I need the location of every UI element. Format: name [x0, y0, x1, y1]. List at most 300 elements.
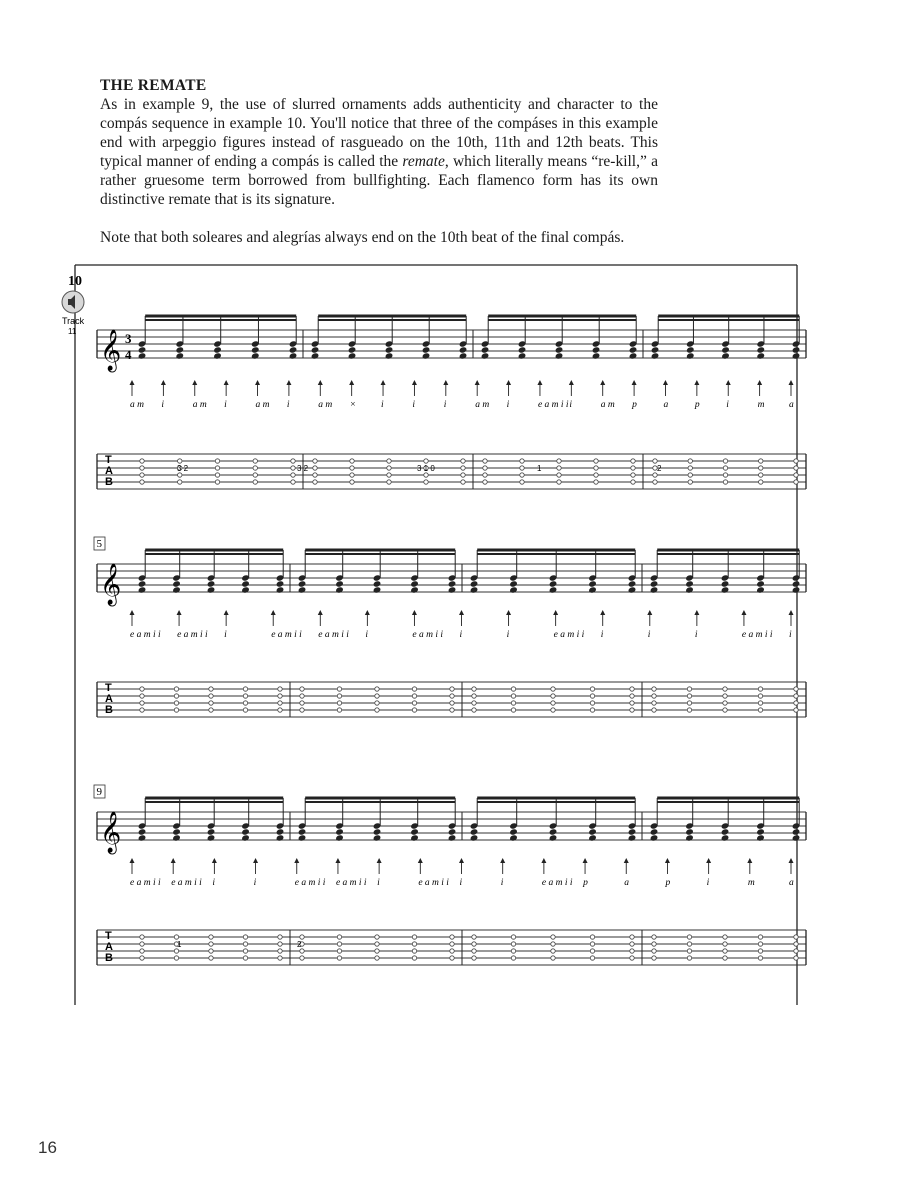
tab-fret-marker	[375, 694, 379, 698]
tab-fret-marker	[630, 949, 634, 953]
note-paragraph: Note that both soleares and alegrías always end on the 10th beat of the final compás.	[100, 229, 625, 246]
stroke-label: i	[161, 400, 165, 410]
stroke-arrowhead-icon	[537, 380, 542, 385]
tab-fret-marker	[313, 473, 317, 477]
notehead	[276, 586, 285, 593]
notehead	[335, 828, 344, 835]
stroke-label: i	[506, 400, 510, 410]
stroke-label: a m	[255, 400, 270, 410]
tab-fret-marker	[653, 480, 657, 484]
notehead	[298, 586, 307, 593]
notehead	[276, 834, 285, 841]
tab-fret-marker	[337, 701, 341, 705]
tab-letter: T	[105, 682, 112, 694]
example-number: 10	[68, 274, 82, 289]
track-number: 11	[68, 327, 77, 336]
tab-fret-marker	[652, 942, 656, 946]
stroke-label: a	[624, 878, 629, 888]
stroke-label: ×	[349, 400, 357, 410]
stroke-label: i	[600, 630, 604, 640]
tab-fret-marker	[723, 473, 727, 477]
tab-fret-marker	[687, 942, 691, 946]
notehead	[756, 580, 765, 587]
tab-fret-marker	[758, 949, 762, 953]
notehead	[509, 834, 518, 841]
notehead	[459, 346, 468, 353]
notehead	[792, 352, 801, 359]
tab-fret-marker	[794, 466, 798, 470]
tab-fret-marker	[140, 466, 144, 470]
tab-fret-marker	[557, 459, 561, 463]
notehead	[792, 834, 801, 841]
tab-fret-marker	[758, 942, 762, 946]
notehead	[470, 586, 479, 593]
tab-fret-marker	[630, 935, 634, 939]
notehead	[207, 828, 216, 835]
tab-fret-marker	[450, 949, 454, 953]
tab-fret-marker	[243, 708, 247, 712]
tab-fret-marker	[209, 949, 213, 953]
tab-fret-marker	[723, 694, 727, 698]
tab-fret-marker	[687, 956, 691, 960]
tab-fret-marker	[412, 708, 416, 712]
stroke-arrowhead-icon	[789, 858, 794, 863]
tab-fret-marker	[209, 708, 213, 712]
notehead	[481, 346, 490, 353]
tab-fret-marker	[557, 466, 561, 470]
tab-fret-marker	[758, 956, 762, 960]
stroke-label: e a m i i	[741, 630, 773, 640]
notehead	[373, 834, 382, 841]
tab-fret-marker	[300, 708, 304, 712]
tab-fret-marker	[291, 473, 295, 477]
tab-fret-marker	[758, 708, 762, 712]
notehead	[373, 586, 382, 593]
notehead	[628, 828, 637, 835]
tab-fret-marker	[215, 480, 219, 484]
tab-fret-marker	[759, 466, 763, 470]
tab-fret-marker	[387, 480, 391, 484]
tab-fret-marker	[652, 708, 656, 712]
notehead	[756, 828, 765, 835]
notehead	[721, 346, 730, 353]
tab-fret-marker	[313, 466, 317, 470]
tab-fret-marker	[209, 935, 213, 939]
tab-number: 3 1 0	[417, 464, 435, 473]
tab-fret-marker	[759, 473, 763, 477]
tab-fret-marker	[387, 473, 391, 477]
tab-fret-marker	[551, 694, 555, 698]
notation-system-2	[94, 537, 806, 717]
tab-fret-marker	[461, 466, 465, 470]
tab-fret-marker	[337, 694, 341, 698]
tab-fret-marker	[450, 956, 454, 960]
tab-fret-marker	[174, 935, 178, 939]
tab-fret-marker	[209, 956, 213, 960]
tab-letter: A	[105, 941, 113, 953]
tab-fret-marker	[291, 480, 295, 484]
notehead	[518, 346, 527, 353]
stroke-label: e a m i i	[130, 630, 161, 640]
notehead	[721, 586, 730, 593]
tab-fret-marker	[243, 701, 247, 705]
tab-fret-marker	[794, 480, 798, 484]
stroke-arrowhead-icon	[506, 380, 511, 385]
stroke-arrowhead-icon	[286, 380, 291, 385]
stroke-arrowhead-icon	[647, 610, 652, 615]
notehead	[592, 352, 601, 359]
notehead	[172, 828, 181, 835]
tab-fret-marker	[472, 687, 476, 691]
tab-fret-marker	[631, 466, 635, 470]
tab-fret-marker	[472, 694, 476, 698]
stroke-arrowhead-icon	[600, 610, 605, 615]
tab-fret-marker	[174, 694, 178, 698]
tab-fret-marker	[590, 942, 594, 946]
notehead	[251, 352, 260, 359]
notehead	[459, 352, 468, 359]
stroke-label: i	[506, 630, 510, 640]
tab-letter: B	[105, 704, 113, 716]
stroke-arrowhead-icon	[665, 858, 670, 863]
notehead	[509, 586, 518, 593]
stroke-arrowhead-icon	[694, 380, 699, 385]
stroke-label: i	[224, 630, 227, 640]
tab-fret-marker	[140, 935, 144, 939]
notehead	[448, 828, 457, 835]
tab-fret-marker	[511, 956, 515, 960]
tab-fret-marker	[461, 459, 465, 463]
tab-fret-marker	[630, 687, 634, 691]
tab-fret-marker	[300, 701, 304, 705]
tab-fret-marker	[511, 708, 515, 712]
stroke-arrowhead-icon	[663, 380, 668, 385]
notehead	[792, 346, 801, 353]
stroke-label: e a m i i	[412, 630, 444, 640]
stroke-label: i	[377, 878, 380, 888]
time-signature-bottom: 4	[125, 347, 132, 362]
stroke-label: i	[500, 878, 504, 888]
stroke-arrowhead-icon	[130, 610, 135, 615]
tab-fret-marker	[450, 701, 454, 705]
tab-fret-marker	[424, 459, 428, 463]
notehead	[518, 352, 527, 359]
stroke-arrowhead-icon	[757, 380, 762, 385]
tab-fret-marker	[291, 459, 295, 463]
tab-fret-marker	[594, 480, 598, 484]
stroke-label: i	[212, 878, 216, 888]
tab-fret-marker	[140, 694, 144, 698]
stroke-arrowhead-icon	[294, 858, 299, 863]
notehead	[410, 828, 419, 835]
stroke-label: a m	[600, 400, 615, 410]
tab-fret-marker	[630, 694, 634, 698]
measure-number: 9	[96, 786, 102, 798]
notehead	[686, 346, 695, 353]
tab-fret-marker	[652, 949, 656, 953]
tab-fret-marker	[313, 459, 317, 463]
tab-fret-marker	[253, 466, 257, 470]
stroke-arrowhead-icon	[177, 610, 182, 615]
tab-fret-marker	[520, 473, 524, 477]
tab-fret-marker	[174, 956, 178, 960]
notehead	[650, 580, 659, 587]
tab-fret-marker	[278, 935, 282, 939]
notehead	[792, 586, 801, 593]
stroke-arrowhead-icon	[171, 858, 176, 863]
tab-fret-marker	[723, 935, 727, 939]
tab-fret-marker	[590, 949, 594, 953]
stroke-label: i	[412, 400, 416, 410]
tab-letter: T	[105, 454, 112, 466]
tab-number: 2	[657, 464, 662, 473]
stroke-label: e a m i i	[318, 630, 349, 640]
tab-fret-marker	[758, 701, 762, 705]
tab-fret-marker	[350, 473, 354, 477]
tab-fret-marker	[337, 942, 341, 946]
tab-fret-marker	[243, 949, 247, 953]
tab-fret-marker	[483, 473, 487, 477]
stroke-arrowhead-icon	[600, 380, 605, 385]
tab-fret-marker	[337, 708, 341, 712]
stroke-label: a m	[475, 400, 490, 410]
paragraph-text-2: , which literally means “re-kill,” a rather gruesome term borrowed from bullfighting. Each flamenco form has its own distinctive remate that is its signature.	[100, 153, 658, 208]
tab-fret-marker	[375, 708, 379, 712]
stroke-arrowhead-icon	[632, 380, 637, 385]
notehead	[628, 586, 637, 593]
notehead	[385, 346, 394, 353]
notehead	[448, 586, 457, 593]
notehead	[721, 834, 730, 841]
stroke-label: p	[665, 878, 671, 888]
tab-fret-marker	[375, 942, 379, 946]
tab-fret-marker	[472, 949, 476, 953]
notehead	[792, 828, 801, 835]
tab-fret-marker	[140, 949, 144, 953]
tab-fret-marker	[209, 694, 213, 698]
stroke-arrowhead-icon	[253, 858, 258, 863]
tab-fret-marker	[687, 935, 691, 939]
stroke-label: m	[757, 400, 765, 410]
notehead	[276, 580, 285, 587]
stroke-label: e a m i i	[130, 878, 161, 888]
tab-fret-marker	[483, 466, 487, 470]
notehead	[555, 346, 564, 353]
tab-fret-marker	[794, 708, 798, 712]
stroke-arrowhead-icon	[475, 380, 480, 385]
notehead	[241, 834, 250, 841]
notehead	[172, 580, 181, 587]
tab-fret-marker	[794, 949, 798, 953]
notehead	[175, 352, 184, 359]
tab-fret-marker	[300, 935, 304, 939]
track-label: Track	[62, 316, 85, 326]
tab-fret-marker	[412, 956, 416, 960]
stroke-arrowhead-icon	[583, 858, 588, 863]
stroke-label: e a m i i	[271, 630, 302, 640]
tab-fret-marker	[140, 687, 144, 691]
notehead	[138, 828, 147, 835]
tab-fret-marker	[794, 942, 798, 946]
tab-fret-marker	[140, 701, 144, 705]
tab-fret-marker	[375, 949, 379, 953]
tab-fret-marker	[300, 949, 304, 953]
stroke-arrowhead-icon	[694, 610, 699, 615]
notehead	[373, 828, 382, 835]
tab-fret-marker	[375, 956, 379, 960]
notehead	[335, 586, 344, 593]
tab-fret-marker	[520, 459, 524, 463]
tab-fret-marker	[243, 687, 247, 691]
tab-fret-marker	[594, 473, 598, 477]
treble-clef-icon: 𝄞	[100, 564, 122, 605]
tab-fret-marker	[723, 687, 727, 691]
notehead	[410, 586, 419, 593]
tab-fret-marker	[291, 466, 295, 470]
notehead	[385, 352, 394, 359]
stroke-arrowhead-icon	[271, 610, 276, 615]
stroke-label: p	[632, 400, 637, 410]
tab-fret-marker	[472, 708, 476, 712]
stroke-arrowhead-icon	[224, 610, 229, 615]
tab-fret-marker	[140, 480, 144, 484]
tab-fret-marker	[472, 935, 476, 939]
stroke-arrowhead-icon	[377, 858, 382, 863]
tab-fret-marker	[590, 935, 594, 939]
tab-fret-marker	[424, 480, 428, 484]
notehead	[348, 352, 357, 359]
tab-fret-marker	[652, 687, 656, 691]
tab-fret-marker	[337, 935, 341, 939]
stroke-label: i	[381, 400, 384, 410]
notehead	[348, 346, 357, 353]
stroke-arrowhead-icon	[741, 610, 746, 615]
notehead	[651, 346, 660, 353]
stroke-label: e a m i i	[541, 878, 573, 888]
stroke-label: p	[694, 400, 700, 410]
notehead	[241, 828, 250, 835]
tab-fret-marker	[590, 956, 594, 960]
notehead	[448, 580, 457, 587]
tab-fret-marker	[687, 949, 691, 953]
stroke-label: i	[647, 630, 651, 640]
notehead	[721, 580, 730, 587]
tab-fret-marker	[758, 935, 762, 939]
stroke-label: i	[694, 630, 698, 640]
tab-fret-marker	[174, 701, 178, 705]
tab-fret-marker	[723, 956, 727, 960]
tab-fret-marker	[450, 935, 454, 939]
notehead	[213, 346, 222, 353]
tab-fret-marker	[631, 480, 635, 484]
notehead	[335, 580, 344, 587]
notehead	[756, 586, 765, 593]
notehead	[721, 828, 730, 835]
stroke-arrowhead-icon	[130, 380, 135, 385]
notehead	[629, 352, 638, 359]
tab-letter: A	[105, 465, 113, 477]
tab-fret-marker	[590, 687, 594, 691]
stroke-label: e a m i i	[553, 630, 585, 640]
stroke-label: e a m i i	[177, 630, 208, 640]
stroke-label: i	[224, 400, 227, 410]
tab-fret-marker	[253, 459, 257, 463]
tab-fret-marker	[551, 687, 555, 691]
stroke-label: m	[747, 878, 755, 888]
notehead	[311, 346, 320, 353]
stroke-label: i	[459, 630, 463, 640]
tab-fret-marker	[174, 687, 178, 691]
paragraph-emphasis: remate	[402, 153, 445, 170]
tab-fret-marker	[511, 687, 515, 691]
stroke-arrowhead-icon	[541, 858, 546, 863]
tab-fret-marker	[511, 949, 515, 953]
tab-fret-marker	[723, 701, 727, 705]
tab-fret-marker	[178, 480, 182, 484]
notehead	[509, 580, 518, 587]
treble-clef-icon: 𝄞	[100, 330, 122, 371]
stroke-arrowhead-icon	[789, 380, 794, 385]
notehead	[311, 352, 320, 359]
paragraph-text-1: As in example 9, the use of slurred ornaments adds authenticity and character to the compás sequence in example 10. You'll notice that three of the compáses in this example end with arpeggio figures instead of rasgueado on the 10th, 11th and 12th beats. This typical manner of ending a compás is called the	[100, 96, 658, 170]
tab-fret-marker	[687, 694, 691, 698]
tab-fret-marker	[450, 708, 454, 712]
stroke-arrowhead-icon	[318, 380, 323, 385]
tab-fret-marker	[723, 949, 727, 953]
tab-fret-marker	[723, 459, 727, 463]
stroke-label: i	[789, 630, 792, 640]
tab-fret-marker	[140, 708, 144, 712]
tab-fret-marker	[243, 956, 247, 960]
measure-number: 5	[96, 538, 102, 550]
tab-fret-marker	[483, 459, 487, 463]
notehead	[721, 352, 730, 359]
tab-fret-marker	[461, 480, 465, 484]
tab-fret-marker	[631, 473, 635, 477]
stroke-label: a m	[130, 400, 144, 410]
tab-fret-marker	[337, 949, 341, 953]
notehead	[549, 834, 558, 841]
stroke-label: i	[253, 878, 257, 888]
stroke-arrowhead-icon	[789, 610, 794, 615]
notehead	[650, 828, 659, 835]
tab-fret-marker	[723, 466, 727, 470]
notehead	[373, 580, 382, 587]
notehead	[756, 834, 765, 841]
stroke-label: p	[583, 878, 588, 888]
tab-fret-marker	[590, 708, 594, 712]
tab-fret-marker	[551, 708, 555, 712]
tab-fret-marker	[551, 935, 555, 939]
tab-fret-marker	[630, 956, 634, 960]
notehead	[289, 346, 298, 353]
section-heading: THE REMATE	[100, 77, 207, 94]
notehead	[629, 346, 638, 353]
stroke-label: e a m i i	[294, 878, 326, 888]
stroke-arrowhead-icon	[349, 380, 354, 385]
notehead	[481, 352, 490, 359]
tab-fret-marker	[794, 694, 798, 698]
notehead	[207, 580, 216, 587]
notehead	[685, 586, 694, 593]
notehead	[792, 580, 801, 587]
tab-fret-marker	[350, 480, 354, 484]
stroke-label: e a m i i	[418, 878, 449, 888]
notehead	[241, 586, 250, 593]
stroke-arrowhead-icon	[412, 610, 417, 615]
stroke-label: i	[286, 400, 290, 410]
notehead	[470, 828, 479, 835]
